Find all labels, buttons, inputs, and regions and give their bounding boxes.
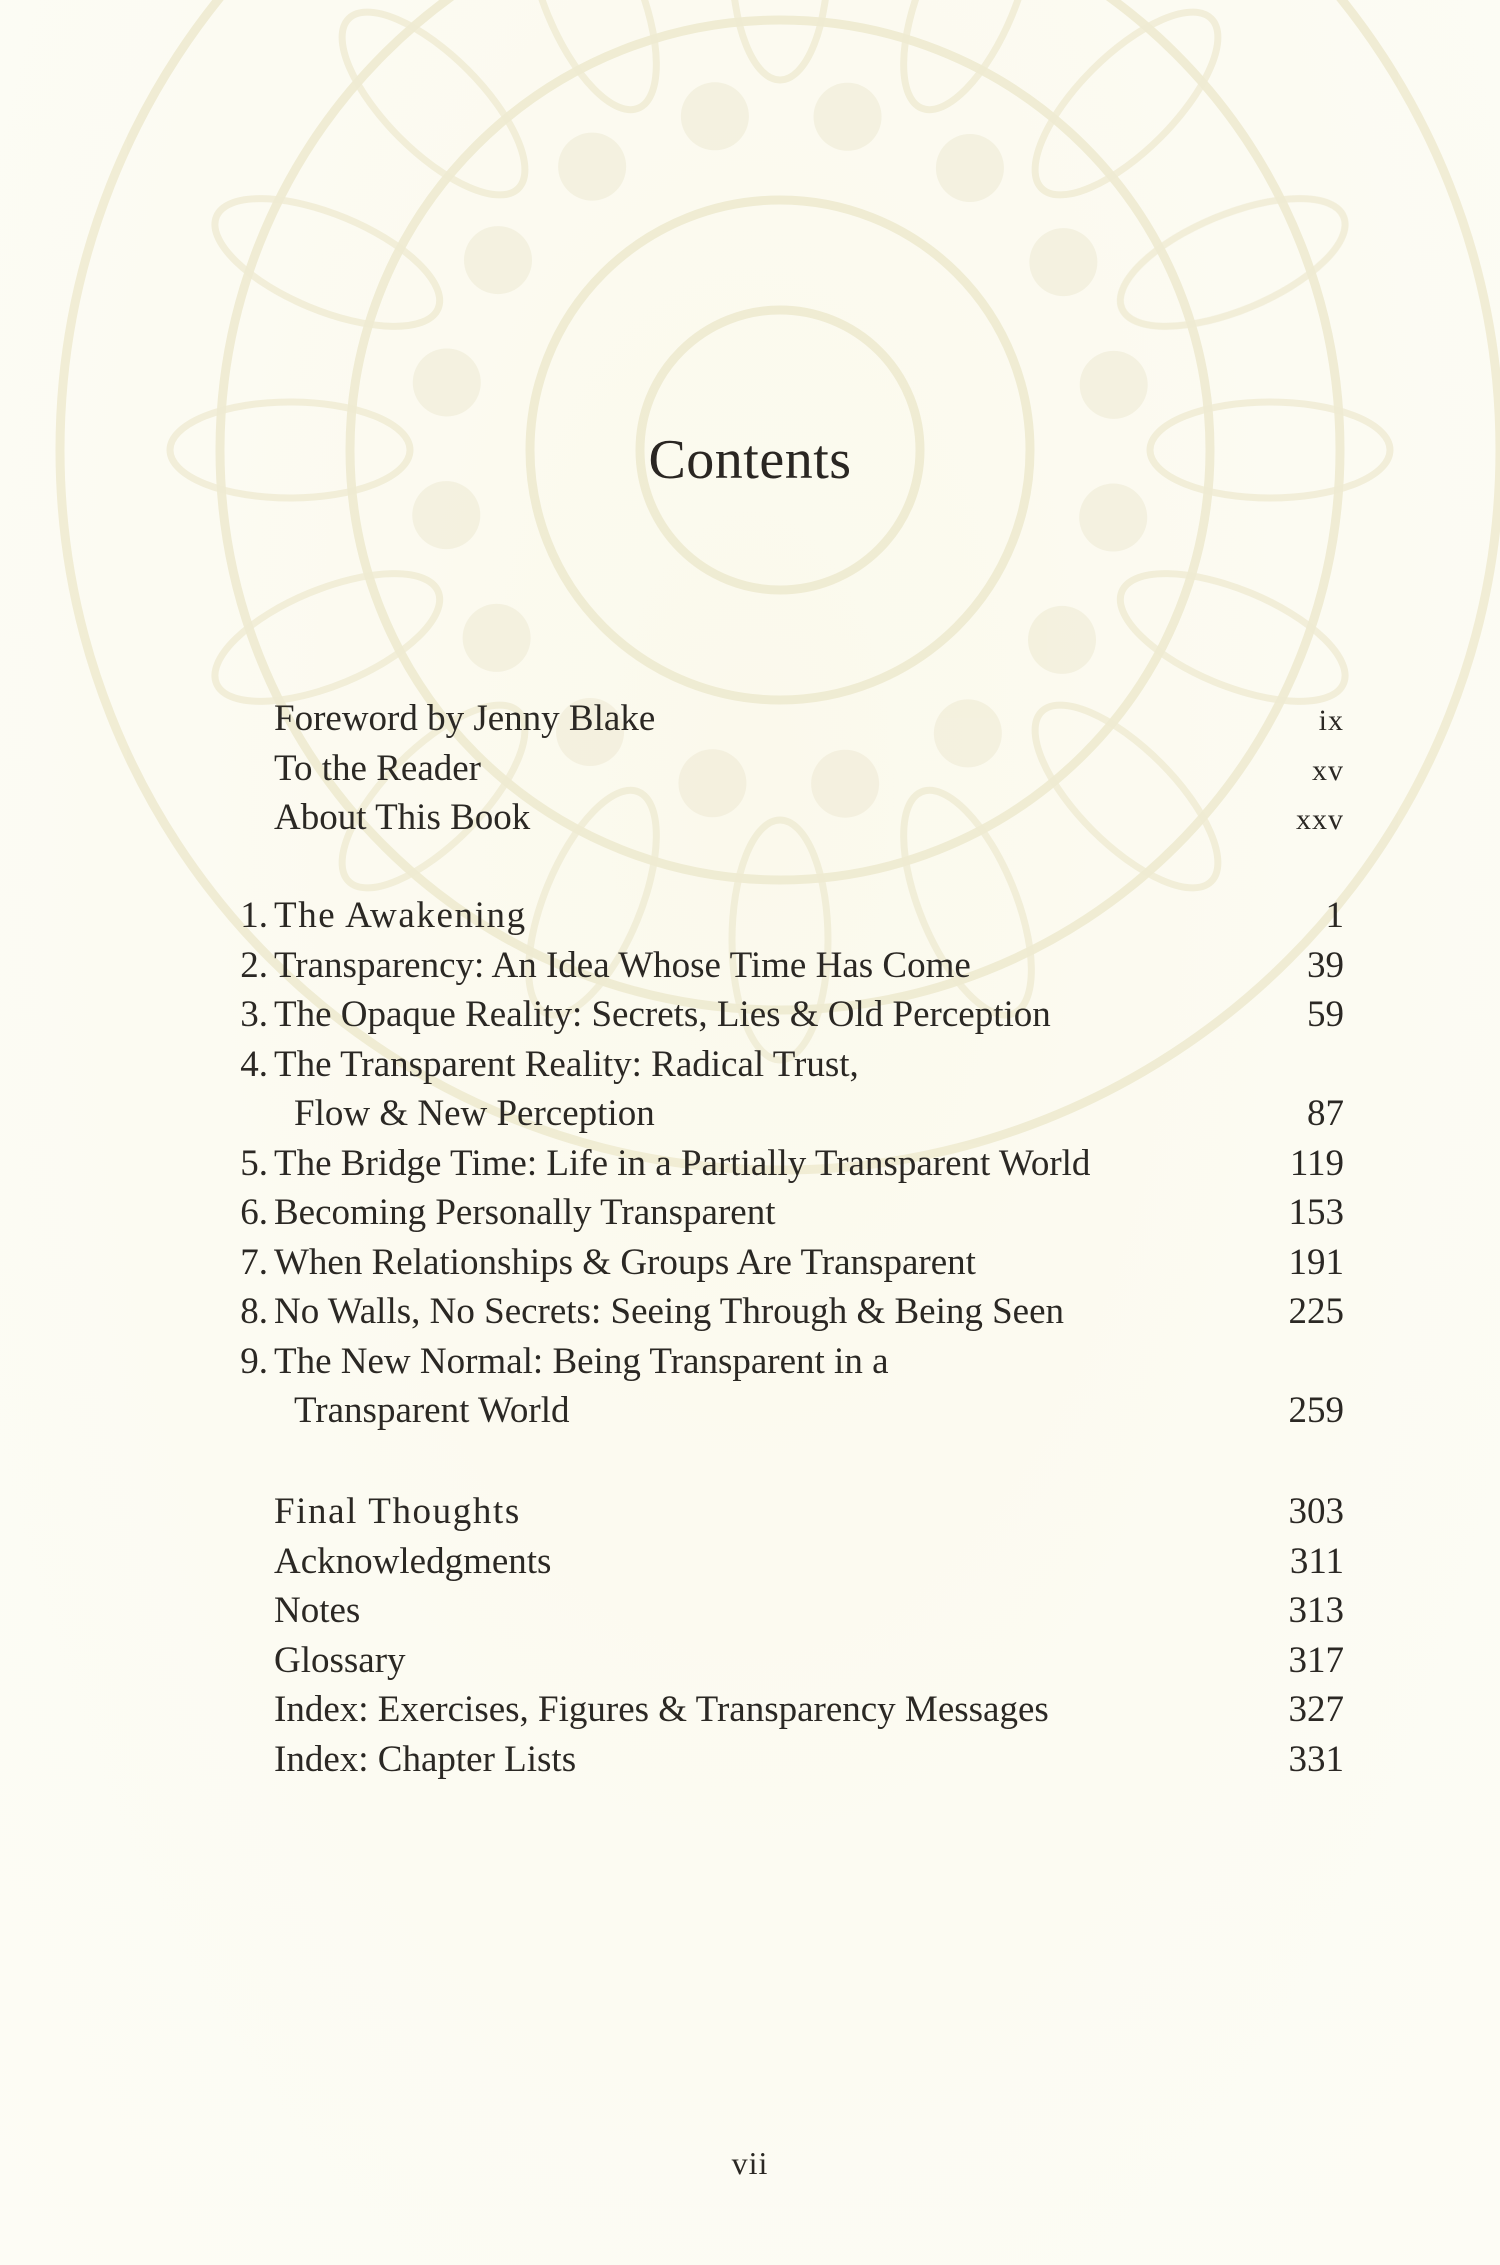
chapter-number-8: 8. xyxy=(240,1291,268,1332)
toc-page-front-3[interactable]: xxv xyxy=(1296,803,1344,836)
chapter-number-7: 7. xyxy=(240,1241,268,1283)
chapter-title-9[interactable]: The New Normal: Being Transparent in a xyxy=(274,1340,889,1382)
chapter-page-9[interactable]: 259 xyxy=(1288,1390,1344,1431)
chapter-number-5: 5. xyxy=(240,1142,268,1184)
toc-entry-back-6[interactable]: Index: Chapter Lists xyxy=(274,1738,577,1780)
chapter-title-4-cont[interactable]: Flow & New Perception xyxy=(294,1093,655,1134)
toc-entry-front-3[interactable]: About This Book xyxy=(274,797,531,838)
page-title: Contents xyxy=(648,429,852,491)
chapter-title-5[interactable]: The Bridge Time: Life in a Partially Transparent World xyxy=(274,1142,1091,1184)
chapter-title-2[interactable]: Transparency: An Idea Whose Time Has Come xyxy=(274,944,971,986)
chapter-page-1[interactable]: 1 xyxy=(1325,895,1344,936)
chapter-title-1[interactable]: The Awakening xyxy=(274,895,527,936)
chapter-page-4[interactable]: 87 xyxy=(1307,1093,1344,1134)
page-number: vii xyxy=(731,2145,769,2181)
toc-page-back-2[interactable]: 311 xyxy=(1289,1540,1344,1582)
toc-page-back-4[interactable]: 317 xyxy=(1288,1639,1344,1681)
toc-entry-back-5[interactable]: Index: Exercises, Figures & Transparency Messages xyxy=(274,1689,1049,1730)
chapter-number-4: 4. xyxy=(240,1043,268,1085)
toc-entry-front-2[interactable]: To the Reader xyxy=(274,747,481,789)
chapter-number-2: 2. xyxy=(240,944,268,986)
toc-entry-front-1[interactable]: Foreword by Jenny Blake xyxy=(274,698,656,739)
chapter-page-7[interactable]: 191 xyxy=(1288,1241,1344,1283)
toc-page-back-6[interactable]: 331 xyxy=(1288,1738,1344,1780)
chapter-title-3[interactable]: The Opaque Reality: Secrets, Lies & Old Perception xyxy=(274,994,1051,1035)
toc-page-front-1[interactable]: ix xyxy=(1318,704,1344,737)
toc-page-back-1[interactable]: 303 xyxy=(1288,1491,1344,1532)
chapter-page-8[interactable]: 225 xyxy=(1288,1291,1344,1332)
chapter-page-2[interactable]: 39 xyxy=(1307,944,1344,986)
chapter-number-1: 1. xyxy=(240,895,268,936)
toc-page-front-2[interactable]: xv xyxy=(1312,753,1344,787)
toc-page-back-5[interactable]: 327 xyxy=(1288,1689,1344,1730)
chapter-title-8[interactable]: No Walls, No Secrets: Seeing Through & Being Seen xyxy=(274,1291,1065,1332)
toc-page-back-3[interactable]: 313 xyxy=(1288,1590,1344,1631)
toc-entry-back-2[interactable]: Acknowledgments xyxy=(274,1540,552,1582)
chapter-page-5[interactable]: 119 xyxy=(1289,1142,1344,1184)
chapter-title-4[interactable]: The Transparent Reality: Radical Trust, xyxy=(274,1043,859,1085)
chapter-page-6[interactable]: 153 xyxy=(1288,1192,1344,1233)
chapter-page-3[interactable]: 59 xyxy=(1307,994,1344,1035)
chapter-number-6: 6. xyxy=(240,1192,268,1233)
chapter-title-6[interactable]: Becoming Personally Transparent xyxy=(274,1192,776,1233)
chapter-number-9: 9. xyxy=(240,1340,268,1382)
chapter-title-7[interactable]: When Relationships & Groups Are Transparent xyxy=(274,1241,976,1283)
chapter-number-3: 3. xyxy=(240,994,268,1035)
toc-entry-back-1[interactable]: Final Thoughts xyxy=(274,1491,521,1532)
toc-entry-back-4[interactable]: Glossary xyxy=(274,1639,406,1681)
chapter-title-9-cont[interactable]: Transparent World xyxy=(294,1390,570,1431)
toc-entry-back-3[interactable]: Notes xyxy=(274,1590,361,1631)
